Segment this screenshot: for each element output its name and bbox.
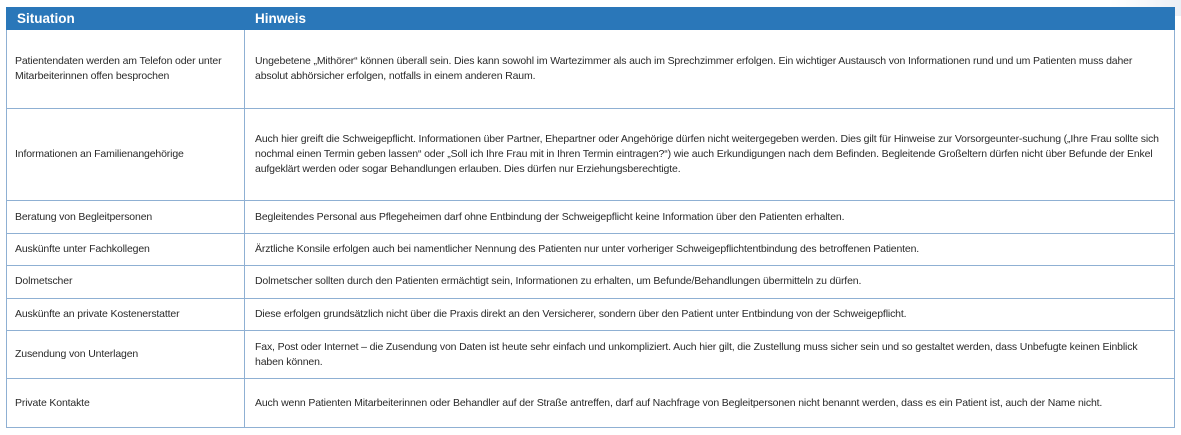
hinweis-cell: Dolmetscher sollten durch den Patienten ermächtigt sein, Informationen zu erhalten, um Befunde/Behandlungen übermitteln zu dürfen. xyxy=(245,266,1175,298)
hinweis-cell: Fax, Post oder Internet – die Zusendung von Daten ist heute sehr einfach und unkompliziert. Auch hier gilt, die Zustellung muss sicher sein und so gestaltet werden, dass Unbefugte keinen Einblick haben können. xyxy=(245,330,1175,379)
situation-cell: Auskünfte unter Fachkollegen xyxy=(7,233,245,265)
header-hinweis: Hinweis xyxy=(245,8,1175,30)
situation-cell: Private Kontakte xyxy=(7,379,245,428)
hinweis-cell: Auch wenn Patienten Mitarbeiterinnen oder Behandler auf der Straße antreffen, darf auf Nachfrage von Begleitpersonen nicht benannt werden, dass es ein Patient ist, auch der Name nicht. xyxy=(245,379,1175,428)
hinweis-cell: Begleitendes Personal aus Pflegeheimen darf ohne Entbindung der Schweigepflicht keine Information über den Patienten erhalten. xyxy=(245,201,1175,233)
situation-cell: Auskünfte an private Kostenerstatter xyxy=(7,298,245,330)
table-row xyxy=(7,30,1175,109)
table-row xyxy=(7,233,1175,265)
situation-cell: Zusendung von Unterlagen xyxy=(7,330,245,379)
situation-cell: Patientendaten werden am Telefon oder unter Mitarbeiterinnen offen besprochen xyxy=(7,30,245,109)
situation-cell: Dolmetscher xyxy=(7,266,245,298)
table-row xyxy=(7,298,1175,330)
situation-cell: Informationen an Familienangehörige xyxy=(7,108,245,201)
hinweis-cell: Ärztliche Konsile erfolgen auch bei namentlicher Nennung des Patienten nur unter vorheriger Schweigepflichtentbindung des betroffenen Patienten. xyxy=(245,233,1175,265)
header-situation: Situation xyxy=(7,8,245,30)
table-row xyxy=(7,108,1175,201)
table-row xyxy=(7,379,1175,428)
table-row xyxy=(7,266,1175,298)
hinweis-cell: Ungebetene „Mithörer“ können überall sein. Dies kann sowohl im Wartezimmer als auch im Sprechzimmer erfolgen. Ein wichtiger Austausch von Informationen rund und um Patienten muss daher absolut abhörsicher erfolgen, notfalls in einem anderen Raum. xyxy=(245,30,1175,109)
confidentiality-table xyxy=(6,7,1175,428)
table-row xyxy=(7,330,1175,379)
situation-cell: Beratung von Begleitpersonen xyxy=(7,201,245,233)
table-header-row xyxy=(7,8,1175,30)
hinweis-cell: Diese erfolgen grundsätzlich nicht über die Praxis direkt an den Versicherer, sondern über den Patient unter Entbindung von der Schweigepflicht. xyxy=(245,298,1175,330)
hinweis-cell: Auch hier greift die Schweigepflicht. Informationen über Partner, Ehepartner oder Angehörige dürfen nicht weitergegeben werden. Dies gilt für Hinweise zur Vorsorgeunter-suchung („Ihre Frau sollte sich nochmal einen Termin geben lassen“ oder „Soll ich Ihre Frau mit in Ihren Termin eintragen?“) wie auch Erkundigungen nach dem Befinden. Begleitende Großeltern dürfen nicht über Befunde der Enkel aufgeklärt werden oder sogar Behandlungen erlauben. Dies dürfen nur Erziehungsberechtigte. xyxy=(245,108,1175,201)
table-row xyxy=(7,201,1175,233)
